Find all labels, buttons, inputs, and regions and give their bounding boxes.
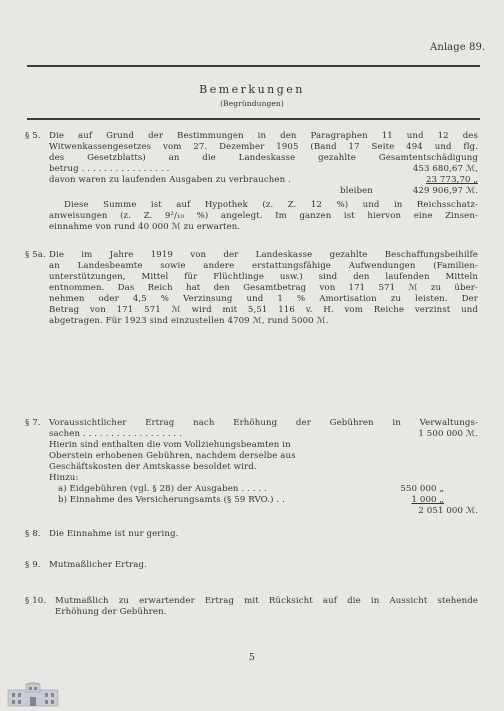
section-number-8: § 8. — [25, 529, 41, 539]
page-number: 5 — [248, 652, 256, 663]
s8-text: Die Einnahme ist nur gering. — [49, 529, 179, 539]
s7-line-2-value: 1 500 000 ℳ. — [418, 429, 478, 439]
s7-item-b-value: 1 000 „ — [411, 495, 444, 505]
s7-line-3: Hierin sind enthalten die vom Vollziehungsbeamten in — [49, 440, 291, 450]
s5-davon-value: 23 773,70 „ — [425, 175, 478, 185]
s5a-line-3: unterstützungen, Mittel für Flüchtlinge usw.) sind den laufenden Mitteln — [49, 272, 478, 282]
s5-davon-label: davon waren zu laufenden Ausgaben zu verbrauchen . — [49, 175, 291, 185]
s7-line-5: Geschäftskosten der Amtskasse besoldet wird. — [49, 462, 257, 472]
annex-label: Anlage 89. — [430, 42, 486, 53]
s7-line-1: Voraussichtlicher Ertrag nach Erhöhung der Gebühren in Verwaltungs- — [49, 418, 478, 428]
s5-line-3: des Gesetzblatts) an die Landeskasse gezahlte Gesamtentschädigung — [49, 153, 478, 163]
s7-line-4: Oberstein erhobenen Gebühren, nachdem derselbe aus — [49, 451, 296, 461]
s5-para-line-1: Diese Summe ist auf Hypothek (z. Z. 12 %) und in Reichsschatz- — [64, 200, 478, 210]
s5a-line-4: entnommen. Das Reich hat den Gesamtbetrag von 171 571 ℳ zu über- — [49, 283, 478, 293]
s5-bleiben-value: 429 906,97 ℳ. — [412, 186, 478, 196]
s7-item-a-value: 550 000 „ — [400, 484, 444, 494]
title-rule — [27, 118, 480, 120]
building-logo-icon — [4, 682, 62, 708]
s5-para-line-3: einnahme von rund 40 000 ℳ zu erwarten. — [49, 222, 241, 232]
top-rule — [27, 65, 480, 67]
s7-line-2-label: sachen . . . . . . . . . . . . . . . . . . — [49, 429, 183, 439]
s5-betrag-value: 453 680,67 ℳ, — [412, 164, 478, 174]
s7-total-value: 2 051 000 ℳ. — [418, 506, 478, 516]
s5-bleiben-label: bleiben — [340, 186, 373, 196]
s5a-line-2: an Landesbeamte sowie andere erstattungsfähige Aufwendungen (Familien- — [49, 261, 478, 271]
s7-item-b-label: b) Einnahme des Versicherungsamts (§ 59 RVO.) . . — [58, 495, 285, 505]
section-number-7: § 7. — [25, 418, 41, 428]
s9-text: Mutmaßlicher Ertrag. — [49, 560, 147, 570]
section-number-5a: § 5a. — [25, 250, 46, 260]
s5-line-1: Die auf Grund der Bestimmungen in den Paragraphen 11 und 12 des — [49, 131, 478, 141]
section-number-10: § 10. — [25, 596, 47, 606]
page-title: Bemerkungen — [199, 83, 305, 96]
s5a-line-7: abgetragen. Für 1923 sind einzustellen 4709 ℳ, rund 5000 ℳ. — [49, 316, 329, 326]
s5a-line-6: Betrag von 171 571 ℳ wird mit 5,51 116 v. H. vom Reiche verzinst und — [49, 305, 478, 315]
s5-line-2: Witwenkassengesetzes vom 27. Dezember 1905 (Band 17 Seite 494 und flg. — [49, 142, 478, 152]
s7-hinzu: Hinzu: — [49, 473, 79, 483]
s10-line-1: Mutmaßlich zu erwartender Ertrag mit Rücksicht auf die in Aussicht stehende — [55, 596, 478, 606]
section-number-5: § 5. — [25, 131, 41, 141]
s5-betrag-label: betrug . . . . . . . . . . . . . . . . — [49, 164, 170, 174]
s7-item-a-label: a) Eidgebühren (vgl. § 28) der Ausgaben . . . . . — [58, 484, 267, 494]
s5a-line-5: nehmen oder 4,5 % Verzinsung und 1 % Amortisation zu leisten. Der — [49, 294, 478, 304]
s10-line-2: Erhöhung der Gebühren. — [55, 607, 167, 617]
s5a-line-1: Die im Jahre 1919 von der Landeskasse gezahlte Beschaffungsbeihilfe — [49, 250, 478, 260]
s5-para-line-2: anweisungen (z. Z. 9²/₁₀ %) angelegt. Im ganzen ist hiervon eine Zinsen- — [49, 211, 478, 221]
page-subtitle: (Begründungen) — [220, 99, 284, 108]
section-number-9: § 9. — [25, 560, 41, 570]
